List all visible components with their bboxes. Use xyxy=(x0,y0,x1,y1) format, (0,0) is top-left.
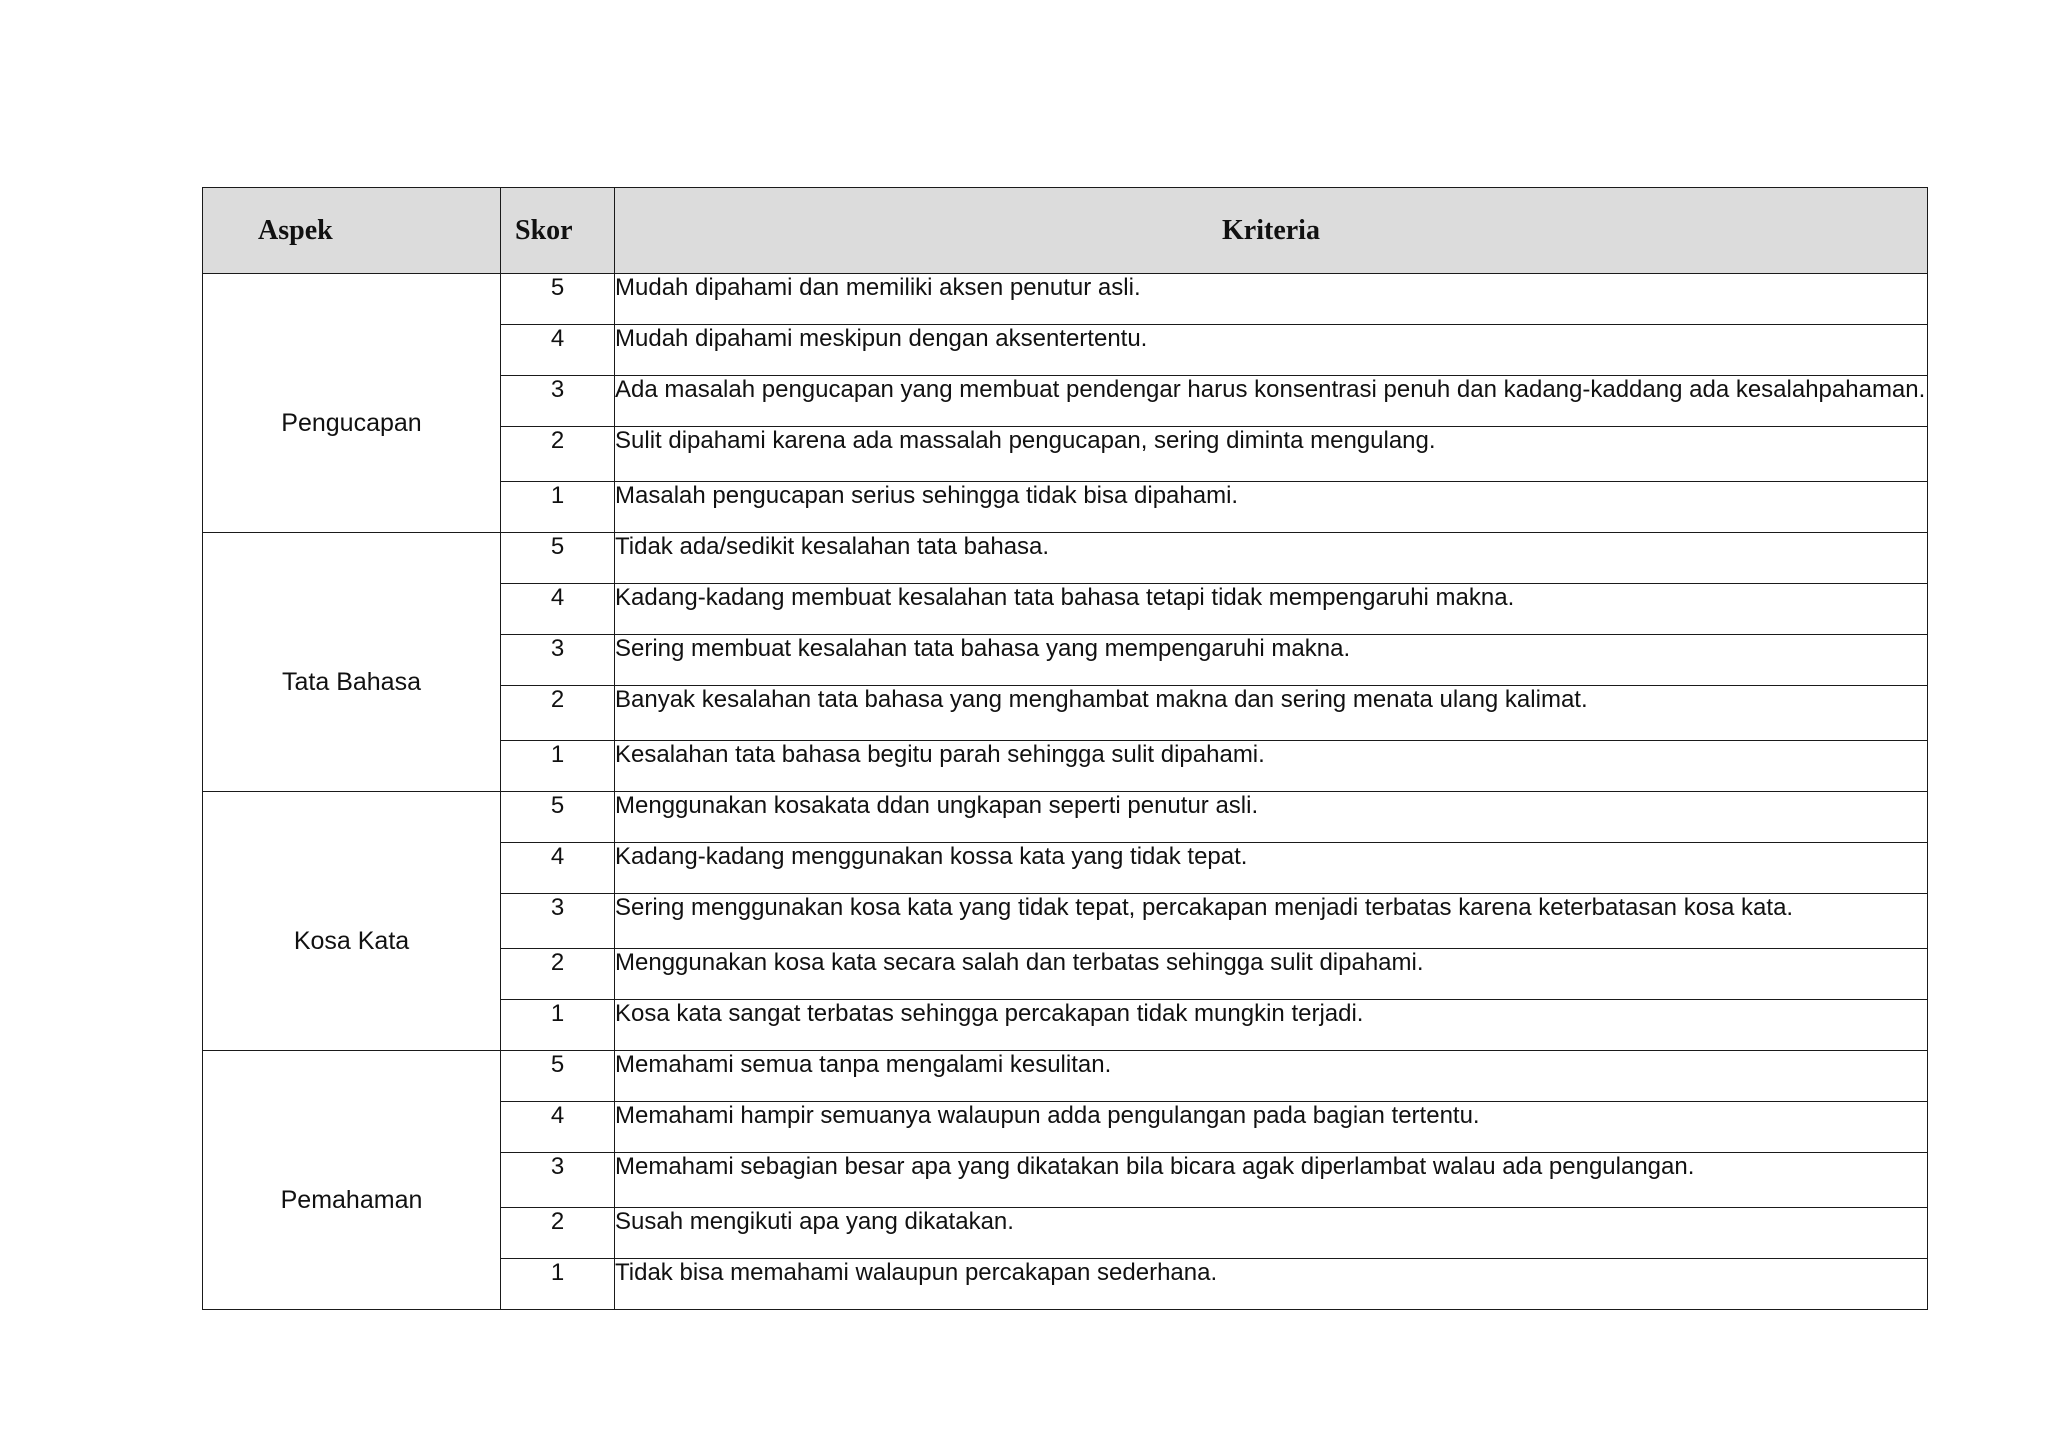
kriteria-cell: Kadang-kadang membuat kesalahan tata bahasa tetapi tidak mempengaruhi makna. xyxy=(615,584,1928,635)
kriteria-cell: Kadang-kadang menggunakan kossa kata yang tidak tepat. xyxy=(615,843,1928,894)
aspek-cell-kosa-kata xyxy=(203,792,501,1051)
skor-cell: 1 xyxy=(501,1000,615,1051)
kriteria-cell: Ada masalah pengucapan yang membuat pendengar harus konsentrasi penuh dan kadang-kaddang ada kesalahpahaman. xyxy=(615,376,1928,427)
kriteria-cell: Memahami hampir semuanya walaupun adda pengulangan pada bagian tertentu. xyxy=(615,1102,1928,1153)
header-kriteria-label: Kriteria xyxy=(1222,214,1320,246)
aspek-cell-pemahaman xyxy=(203,1051,501,1310)
skor-cell: 2 xyxy=(501,949,615,1000)
skor-cell: 2 xyxy=(501,427,615,482)
skor-cell: 3 xyxy=(501,894,615,949)
skor-cell: 3 xyxy=(501,376,615,427)
header-row xyxy=(203,188,1928,274)
header-skor xyxy=(501,188,615,274)
aspek-cell-pengucapan xyxy=(203,274,501,533)
header-kriteria xyxy=(615,188,1928,274)
header-skor-label: Skor xyxy=(515,214,573,246)
skor-cell: 2 xyxy=(501,686,615,741)
kriteria-cell: Sulit dipahami karena ada massalah pengucapan, sering diminta mengulang. xyxy=(615,427,1928,482)
kriteria-cell: Memahami sebagian besar apa yang dikatakan bila bicara agak diperlambat walau ada pengulangan. xyxy=(615,1153,1928,1208)
kriteria-cell: Tidak bisa memahami walaupun percakapan sederhana. xyxy=(615,1259,1928,1310)
kriteria-cell: Kosa kata sangat terbatas sehingga percakapan tidak mungkin terjadi. xyxy=(615,1000,1928,1051)
skor-cell: 5 xyxy=(501,274,615,325)
skor-cell: 4 xyxy=(501,1102,615,1153)
table-row xyxy=(203,274,1928,325)
aspek-label: Pemahaman xyxy=(280,1185,423,1214)
table-row xyxy=(203,1051,1928,1102)
skor-cell: 1 xyxy=(501,482,615,533)
skor-cell: 1 xyxy=(501,741,615,792)
kriteria-cell: Sering menggunakan kosa kata yang tidak tepat, percakapan menjadi terbatas karena keterbatasan kosa kata. xyxy=(615,894,1928,949)
kriteria-cell: Susah mengikuti apa yang dikatakan. xyxy=(615,1208,1928,1259)
header-aspek-label: Aspek xyxy=(258,214,333,246)
kriteria-cell: Menggunakan kosa kata secara salah dan terbatas sehingga sulit dipahami. xyxy=(615,949,1928,1000)
skor-cell: 1 xyxy=(501,1259,615,1310)
header-aspek xyxy=(203,188,501,274)
skor-cell: 5 xyxy=(501,533,615,584)
kriteria-cell: Sering membuat kesalahan tata bahasa yang mempengaruhi makna. xyxy=(615,635,1928,686)
aspek-label: Pengucapan xyxy=(281,408,422,437)
aspek-label: Kosa Kata xyxy=(293,926,410,955)
kriteria-cell: Tidak ada/sedikit kesalahan tata bahasa. xyxy=(615,533,1928,584)
kriteria-cell: Menggunakan kosakata ddan ungkapan seperti penutur asli. xyxy=(615,792,1928,843)
skor-cell: 5 xyxy=(501,1051,615,1102)
kriteria-cell: Kesalahan tata bahasa begitu parah sehingga sulit dipahami. xyxy=(615,741,1928,792)
skor-cell: 4 xyxy=(501,584,615,635)
table-row xyxy=(203,792,1928,843)
kriteria-cell: Masalah pengucapan serius sehingga tidak bisa dipahami. xyxy=(615,482,1928,533)
kriteria-cell: Mudah dipahami dan memiliki aksen penutur asli. xyxy=(615,274,1928,325)
skor-cell: 2 xyxy=(501,1208,615,1259)
aspek-label: Tata Bahasa xyxy=(282,667,421,696)
aspek-cell-tata-bahasa xyxy=(203,533,501,792)
skor-cell: 4 xyxy=(501,843,615,894)
rubric-table xyxy=(202,187,1928,1310)
skor-cell: 4 xyxy=(501,325,615,376)
kriteria-cell: Banyak kesalahan tata bahasa yang menghambat makna dan sering menata ulang kalimat. xyxy=(615,686,1928,741)
kriteria-cell: Memahami semua tanpa mengalami kesulitan. xyxy=(615,1051,1928,1102)
kriteria-cell: Mudah dipahami meskipun dengan aksentertentu. xyxy=(615,325,1928,376)
skor-cell: 3 xyxy=(501,635,615,686)
skor-cell: 5 xyxy=(501,792,615,843)
skor-cell: 3 xyxy=(501,1153,615,1208)
table-row xyxy=(203,533,1928,584)
